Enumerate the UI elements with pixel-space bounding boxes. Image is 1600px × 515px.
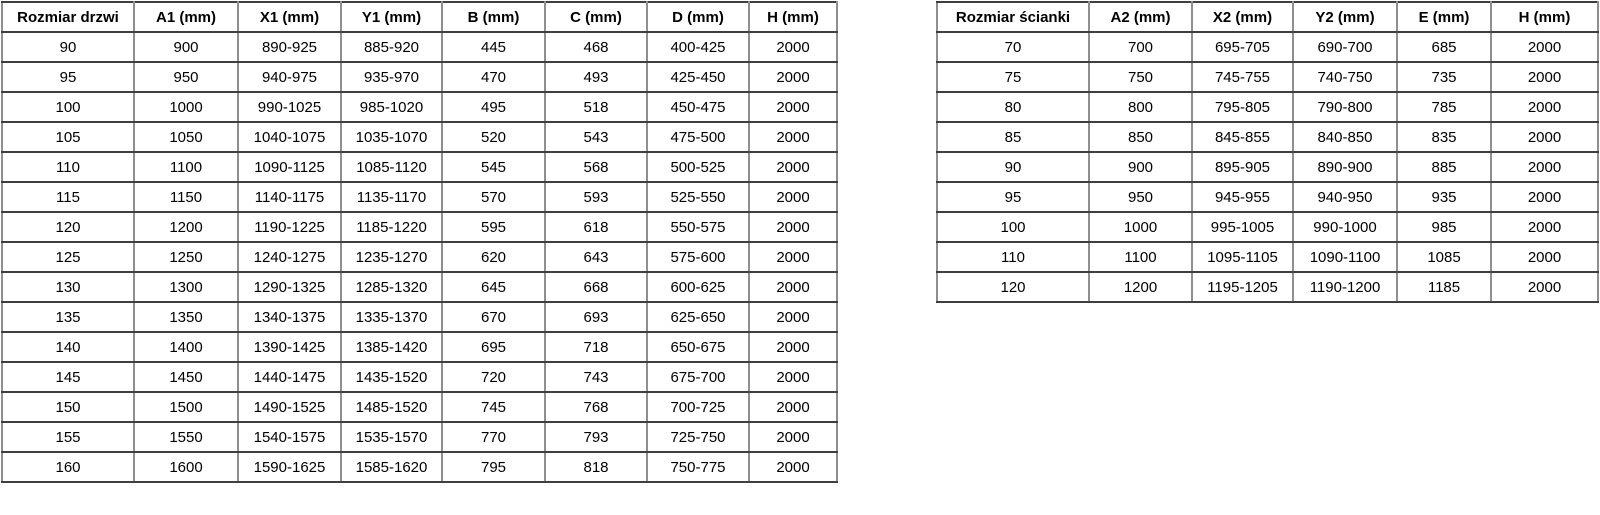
table-row xyxy=(2,182,837,212)
table-cell: 950 xyxy=(134,62,238,92)
table-cell: 793 xyxy=(545,422,647,452)
table-cell: 2000 xyxy=(749,212,837,242)
table-cell: 1385-1420 xyxy=(341,332,442,362)
table-cell: 718 xyxy=(545,332,647,362)
table-cell: 145 xyxy=(2,362,134,392)
table-cell: 135 xyxy=(2,302,134,332)
table-cell: 110 xyxy=(937,242,1089,272)
table-cell: 2000 xyxy=(749,32,837,62)
table-cell: 845-855 xyxy=(1192,122,1293,152)
table-cell: 150 xyxy=(2,392,134,422)
table-cell: 1340-1375 xyxy=(238,302,341,332)
table-cell: 1050 xyxy=(134,122,238,152)
table-cell: 885-920 xyxy=(341,32,442,62)
table-cell: 2000 xyxy=(1491,152,1598,182)
table-cell: 1185 xyxy=(1397,272,1491,302)
table-cell: 770 xyxy=(442,422,545,452)
column-header: Rozmiar ścianki xyxy=(937,2,1089,32)
table-cell: 750 xyxy=(1089,62,1192,92)
table-cell: 1535-1570 xyxy=(341,422,442,452)
table-cell: 445 xyxy=(442,32,545,62)
table-cell: 518 xyxy=(545,92,647,122)
table-cell: 470 xyxy=(442,62,545,92)
table-cell: 85 xyxy=(937,122,1089,152)
header-row xyxy=(2,2,837,32)
table-cell: 545 xyxy=(442,152,545,182)
table-cell: 895-905 xyxy=(1192,152,1293,182)
table-cell: 2000 xyxy=(749,62,837,92)
table-cell: 650-675 xyxy=(647,332,749,362)
table-cell: 2000 xyxy=(749,422,837,452)
table-cell: 550-575 xyxy=(647,212,749,242)
table-cell: 1085-1120 xyxy=(341,152,442,182)
table-cell: 1100 xyxy=(134,152,238,182)
table-cell: 120 xyxy=(2,212,134,242)
column-header: Rozmiar drzwi xyxy=(2,2,134,32)
table-cell: 160 xyxy=(2,452,134,482)
table-cell: 95 xyxy=(2,62,134,92)
table-cell: 475-500 xyxy=(647,122,749,152)
table-cell: 525-550 xyxy=(647,182,749,212)
table-cell: 990-1000 xyxy=(1293,212,1397,242)
table-cell: 90 xyxy=(937,152,1089,182)
door-size-table xyxy=(1,1,838,483)
table-cell: 900 xyxy=(134,32,238,62)
table-cell: 95 xyxy=(937,182,1089,212)
table-cell: 850 xyxy=(1089,122,1192,152)
table-cell: 735 xyxy=(1397,62,1491,92)
table-cell: 2000 xyxy=(749,332,837,362)
table-cell: 2000 xyxy=(749,122,837,152)
table-cell: 400-425 xyxy=(647,32,749,62)
table-cell: 818 xyxy=(545,452,647,482)
table-row xyxy=(937,32,1598,62)
table-cell: 2000 xyxy=(749,302,837,332)
table-cell: 768 xyxy=(545,392,647,422)
table-cell: 1540-1575 xyxy=(238,422,341,452)
table-cell: 575-600 xyxy=(647,242,749,272)
table-cell: 1190-1200 xyxy=(1293,272,1397,302)
table-cell: 570 xyxy=(442,182,545,212)
table-cell: 725-750 xyxy=(647,422,749,452)
table-cell: 543 xyxy=(545,122,647,152)
table-cell: 840-850 xyxy=(1293,122,1397,152)
table-cell: 1035-1070 xyxy=(341,122,442,152)
table-cell: 995-1005 xyxy=(1192,212,1293,242)
table-cell: 835 xyxy=(1397,122,1491,152)
table-cell: 2000 xyxy=(749,152,837,182)
table-cell: 70 xyxy=(937,32,1089,62)
table-cell: 593 xyxy=(545,182,647,212)
table-cell: 1000 xyxy=(134,92,238,122)
table-row xyxy=(2,362,837,392)
table-cell: 1390-1425 xyxy=(238,332,341,362)
table-cell: 1240-1275 xyxy=(238,242,341,272)
table-cell: 1590-1625 xyxy=(238,452,341,482)
table-cell: 695-705 xyxy=(1192,32,1293,62)
table-cell: 125 xyxy=(2,242,134,272)
table-cell: 935-970 xyxy=(341,62,442,92)
table-cell: 425-450 xyxy=(647,62,749,92)
column-header: A2 (mm) xyxy=(1089,2,1192,32)
table-row xyxy=(937,272,1598,302)
table-cell: 600-625 xyxy=(647,272,749,302)
table-cell: 890-900 xyxy=(1293,152,1397,182)
table-cell: 695 xyxy=(442,332,545,362)
table-cell: 2000 xyxy=(1491,92,1598,122)
table-cell: 1290-1325 xyxy=(238,272,341,302)
table-cell: 1250 xyxy=(134,242,238,272)
table-cell: 790-800 xyxy=(1293,92,1397,122)
table-cell: 2000 xyxy=(749,92,837,122)
table-cell: 1135-1170 xyxy=(341,182,442,212)
table-cell: 985 xyxy=(1397,212,1491,242)
table-cell: 935 xyxy=(1397,182,1491,212)
table-cell: 75 xyxy=(937,62,1089,92)
table-cell: 795-805 xyxy=(1192,92,1293,122)
table-cell: 1440-1475 xyxy=(238,362,341,392)
table-row xyxy=(937,212,1598,242)
table-cell: 105 xyxy=(2,122,134,152)
table-cell: 1500 xyxy=(134,392,238,422)
table-row xyxy=(2,422,837,452)
table-cell: 493 xyxy=(545,62,647,92)
table-cell: 2000 xyxy=(1491,242,1598,272)
table-cell: 700 xyxy=(1089,32,1192,62)
table-cell: 1300 xyxy=(134,272,238,302)
table-cell: 2000 xyxy=(1491,182,1598,212)
table-cell: 450-475 xyxy=(647,92,749,122)
table-cell: 940-950 xyxy=(1293,182,1397,212)
table-row xyxy=(2,32,837,62)
table-cell: 690-700 xyxy=(1293,32,1397,62)
table-cell: 500-525 xyxy=(647,152,749,182)
table-cell: 740-750 xyxy=(1293,62,1397,92)
table-cell: 1095-1105 xyxy=(1192,242,1293,272)
table-cell: 1150 xyxy=(134,182,238,212)
table-cell: 130 xyxy=(2,272,134,302)
table-cell: 940-975 xyxy=(238,62,341,92)
table-cell: 595 xyxy=(442,212,545,242)
table-cell: 80 xyxy=(937,92,1089,122)
table-cell: 90 xyxy=(2,32,134,62)
table-cell: 1485-1520 xyxy=(341,392,442,422)
table-cell: 800 xyxy=(1089,92,1192,122)
table-cell: 100 xyxy=(2,92,134,122)
table-cell: 745-755 xyxy=(1192,62,1293,92)
table-cell: 568 xyxy=(545,152,647,182)
table-cell: 700-725 xyxy=(647,392,749,422)
table-cell: 1040-1075 xyxy=(238,122,341,152)
table-cell: 643 xyxy=(545,242,647,272)
table-cell: 1185-1220 xyxy=(341,212,442,242)
table-cell: 1140-1175 xyxy=(238,182,341,212)
table-cell: 1090-1125 xyxy=(238,152,341,182)
table-cell: 750-775 xyxy=(647,452,749,482)
table-row xyxy=(2,332,837,362)
table-cell: 2000 xyxy=(749,272,837,302)
table-cell: 675-700 xyxy=(647,362,749,392)
table-row xyxy=(937,182,1598,212)
table-cell: 1335-1370 xyxy=(341,302,442,332)
table-cell: 720 xyxy=(442,362,545,392)
table-row xyxy=(2,242,837,272)
table-cell: 1350 xyxy=(134,302,238,332)
table-cell: 885 xyxy=(1397,152,1491,182)
table-cell: 2000 xyxy=(749,392,837,422)
table-row xyxy=(2,92,837,122)
table-row xyxy=(2,212,837,242)
table-cell: 670 xyxy=(442,302,545,332)
table-cell: 1600 xyxy=(134,452,238,482)
table-cell: 1450 xyxy=(134,362,238,392)
table-cell: 890-925 xyxy=(238,32,341,62)
table-cell: 1200 xyxy=(1089,272,1192,302)
table-cell: 745 xyxy=(442,392,545,422)
table-cell: 155 xyxy=(2,422,134,452)
table-cell: 2000 xyxy=(1491,122,1598,152)
column-header: D (mm) xyxy=(647,2,749,32)
table-cell: 693 xyxy=(545,302,647,332)
table-cell: 1435-1520 xyxy=(341,362,442,392)
table-cell: 2000 xyxy=(749,362,837,392)
table-row xyxy=(937,92,1598,122)
table-cell: 1190-1225 xyxy=(238,212,341,242)
table-cell: 115 xyxy=(2,182,134,212)
table-cell: 645 xyxy=(442,272,545,302)
table-row xyxy=(937,152,1598,182)
table-cell: 520 xyxy=(442,122,545,152)
table-cell: 2000 xyxy=(749,242,837,272)
column-header: E (mm) xyxy=(1397,2,1491,32)
table-cell: 2000 xyxy=(1491,272,1598,302)
table-cell: 2000 xyxy=(1491,32,1598,62)
table-row xyxy=(937,242,1598,272)
column-header: X2 (mm) xyxy=(1192,2,1293,32)
table-row xyxy=(2,392,837,422)
table-cell: 1550 xyxy=(134,422,238,452)
table-cell: 2000 xyxy=(749,452,837,482)
column-header: H (mm) xyxy=(749,2,837,32)
table-row xyxy=(2,452,837,482)
table-cell: 2000 xyxy=(749,182,837,212)
table-cell: 985-1020 xyxy=(341,92,442,122)
table-cell: 1585-1620 xyxy=(341,452,442,482)
column-header: Y2 (mm) xyxy=(1293,2,1397,32)
table-cell: 2000 xyxy=(1491,62,1598,92)
column-header: X1 (mm) xyxy=(238,2,341,32)
column-header: B (mm) xyxy=(442,2,545,32)
table-cell: 1490-1525 xyxy=(238,392,341,422)
table-cell: 1235-1270 xyxy=(341,242,442,272)
table-row xyxy=(937,62,1598,92)
table-cell: 950 xyxy=(1089,182,1192,212)
table-cell: 1200 xyxy=(134,212,238,242)
table-cell: 1090-1100 xyxy=(1293,242,1397,272)
column-header: Y1 (mm) xyxy=(341,2,442,32)
table-row xyxy=(937,122,1598,152)
table-cell: 1085 xyxy=(1397,242,1491,272)
table-cell: 100 xyxy=(937,212,1089,242)
table-cell: 110 xyxy=(2,152,134,182)
table-row xyxy=(2,62,837,92)
table-cell: 785 xyxy=(1397,92,1491,122)
table-row xyxy=(2,272,837,302)
column-header: C (mm) xyxy=(545,2,647,32)
table-cell: 990-1025 xyxy=(238,92,341,122)
table-row xyxy=(2,152,837,182)
table-cell: 620 xyxy=(442,242,545,272)
table-cell: 140 xyxy=(2,332,134,362)
table-cell: 468 xyxy=(545,32,647,62)
table-cell: 795 xyxy=(442,452,545,482)
wall-size-table xyxy=(936,1,1599,303)
table-cell: 625-650 xyxy=(647,302,749,332)
table-cell: 1000 xyxy=(1089,212,1192,242)
table-cell: 1100 xyxy=(1089,242,1192,272)
table-cell: 743 xyxy=(545,362,647,392)
column-header: H (mm) xyxy=(1491,2,1598,32)
table-cell: 2000 xyxy=(1491,212,1598,242)
table-cell: 1285-1320 xyxy=(341,272,442,302)
table-cell: 900 xyxy=(1089,152,1192,182)
table-cell: 685 xyxy=(1397,32,1491,62)
table-row xyxy=(2,122,837,152)
table-cell: 618 xyxy=(545,212,647,242)
table-cell: 495 xyxy=(442,92,545,122)
table-cell: 668 xyxy=(545,272,647,302)
header-row xyxy=(937,2,1598,32)
column-header: A1 (mm) xyxy=(134,2,238,32)
table-cell: 1195-1205 xyxy=(1192,272,1293,302)
table-cell: 1400 xyxy=(134,332,238,362)
table-row xyxy=(2,302,837,332)
table-cell: 120 xyxy=(937,272,1089,302)
table-cell: 945-955 xyxy=(1192,182,1293,212)
